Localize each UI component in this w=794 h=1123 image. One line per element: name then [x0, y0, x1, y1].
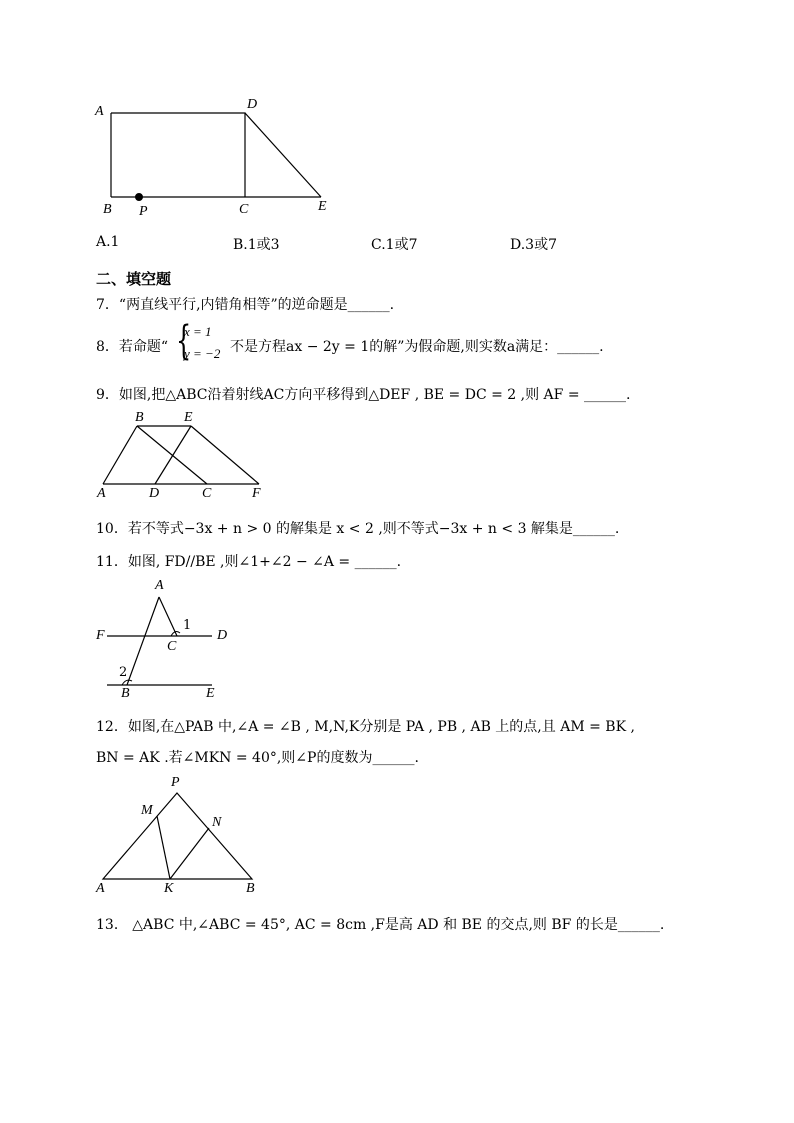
label-d: D [247, 97, 258, 112]
label-k: K [164, 881, 174, 896]
angle-1-label: 1 [183, 618, 192, 633]
label-f: F [252, 486, 261, 501]
question-9: 9．如图,把△ABC沿着射线AC方向平移得到△DEF , BE = DC = 2 ,则 AF = ______. [96, 387, 631, 403]
label-p: P [139, 204, 148, 219]
question-10: 10．若不等式−3x + n > 0 的解集是 x < 2 ,则不等式−3x + n < 3 解集是______. [96, 521, 620, 537]
label-d: D [149, 486, 160, 501]
label-a: A [155, 578, 164, 593]
label-c: C [167, 639, 177, 654]
question-13: 13． △ABC 中,∠ABC = 45°, AC = 8cm ,F是高 AD 和 BE 的交点,则 BF 的长是______. [96, 917, 665, 933]
label-f: F [96, 628, 105, 643]
q8-brace: { [176, 318, 192, 364]
label-a: A [95, 104, 104, 119]
label-p: P [171, 775, 180, 790]
option-c: C.1或7 [371, 237, 418, 253]
label-m: M [141, 803, 153, 818]
label-b: B [246, 881, 255, 896]
question-11: 11．如图, FD//BE ,则∠1+∠2 − ∠A = ______. [96, 554, 402, 570]
label-a: A [96, 881, 105, 896]
label-e: E [184, 410, 193, 425]
label-e: E [318, 199, 327, 214]
section-title: 二、填空题 [96, 270, 172, 288]
label-b: B [121, 686, 130, 701]
question-12-line1: 12．如图,在△PAB 中,∠A = ∠B , M,N,K分别是 PA , PB , AB 上的点,且 AM = BK , [96, 719, 635, 735]
option-b: B.1或3 [233, 237, 280, 253]
label-c: C [239, 202, 249, 217]
label-n: N [212, 815, 222, 830]
q8-system-line1: x = 1 [184, 324, 212, 339]
question-12-line2: BN = AK .若∠MKN = 40°,则∠P的度数为______. [96, 750, 419, 766]
label-d: D [217, 628, 228, 643]
label-b: B [135, 410, 144, 425]
q8-prefix: 8．若命题“ [96, 339, 169, 355]
question-7: 7．“两直线平行,内错角相等”的逆命题是______. [96, 297, 395, 313]
label-e: E [206, 686, 215, 701]
label-c: C [202, 486, 212, 501]
option-a: A.1 [96, 234, 120, 250]
option-d: D.3或7 [510, 237, 557, 253]
q8-system-line2: y = −2 [184, 346, 221, 361]
label-b: B [103, 202, 112, 217]
angle-2-label: 2 [119, 665, 128, 680]
label-a: A [97, 486, 106, 501]
q8-suffix: 不是方程ax − 2y = 1的解”为假命题,则实数a满足：______. [230, 339, 604, 355]
